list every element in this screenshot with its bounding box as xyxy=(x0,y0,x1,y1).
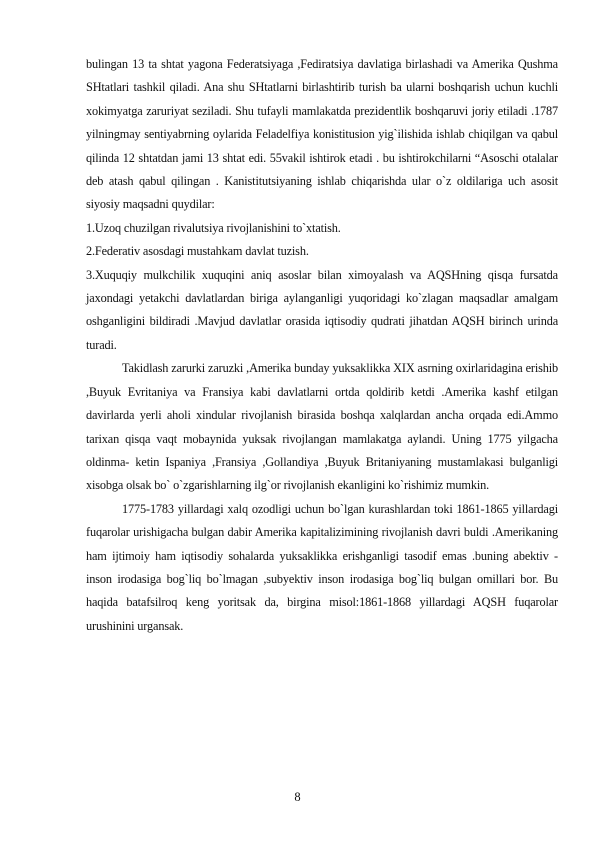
paragraph-1: bulingan 13 ta shtat yagona Federatsiyaga ,Fediratsiya davlatiga birlashadi va Amerika Qushma SHtatlari tashkil qiladi. Ana shu SHtatlarni birlashtirib turish ba ularni boshqarish uchun kuchli xokimyatga zaruriyat seziladi. Shu tufayli mamlakatda prezidentlik boshqaruvi joriy etiladi .1787 yilningmay sentiyabrning oylarida Feladelfiya konistitusion yig`ilishida ishlab chiqilgan va qabul qilinda 12 shtatdan jami 13 shtat edi. 55vakil ishtirok etadi . bu ishtirokchilarni “Asoschi otalalar deb atash qabul qilingan . Kanistitutsiyaning ishlab chiqarishda ular o`z oldilariga uch asosit siyosiy maqsadni quydilar: xyxy=(86,57,558,212)
page-number: 8 xyxy=(294,790,301,804)
paragraph-5: Takidlash zarurki zaruzki ,Amerika bunday yuksaklikka XIX asrning oxirlaridagina erishib ,Buyuk Evritaniya va Fransiya kabi davlatlarni ortda qoldirib ketdi .Amerika kashf etilgan davirlarda yerli aholi xindular rivojlanish birasida boshqa xalqlardan ancha orqada edi.Ammo tarixan qisqa vaqt mobaynida yuksak rivojlangan mamlakatga aylandi. Uning 1775 yilgacha oldinma- ketin Ispaniya ,Fransiya ,Gollandiya ,Buyuk Britaniyaning mustamlakasi bulganligi xisobga olsak bo` o`zgarishlarning ilg`or rivojlanish ekanligini ko`rishimiz mumkin. xyxy=(86,361,558,493)
paragraph-6: 1775-1783 yillardagi xalq ozodligi uchun bo`lgan kurashlardan toki 1861-1865 yillardagi fuqarolar urishigacha bulgan dabir Amerika kapitalizimining rivojlanish davri buldi .Amerikaning ham ijtimoiy ham iqtisodiy sohalarda yuksaklikka erishganligi tasodif emas .buning abektiv - inson irodasiga bog`liq bo`lmagan ,subyektiv inson irodasiga bog`liq bulgan omillari bor. Bu haqida batafsilroq keng yoritsak da, birgina misol:1861-1868 yillardagi AQSH fuqarolar urushinini urgansak. xyxy=(86,501,558,633)
paragraph-2: 1.Uzoq chuzilgan rivalutsiya rivojlanishini to`xtatish. xyxy=(86,220,341,235)
body-text xyxy=(86,53,558,638)
paragraph-3: 2.Federativ asosdagi mustahkam davlat tuzish. xyxy=(86,244,309,259)
paragraph-4: 3.Xuquqiy mulkchilik xuquqini aniq asoslar bilan ximoyalash va AQSHning qisqa fursatda jaxondagi yetakchi davlatlardan biriga aylanganligi yuqoridagi ko`zlagan maqsadlar amalgam oshganligini bildiradi .Mavjud davlatlar orasida iqtisodiy qudrati jihatdan AQSH birinch urinda turadi. xyxy=(86,267,558,352)
